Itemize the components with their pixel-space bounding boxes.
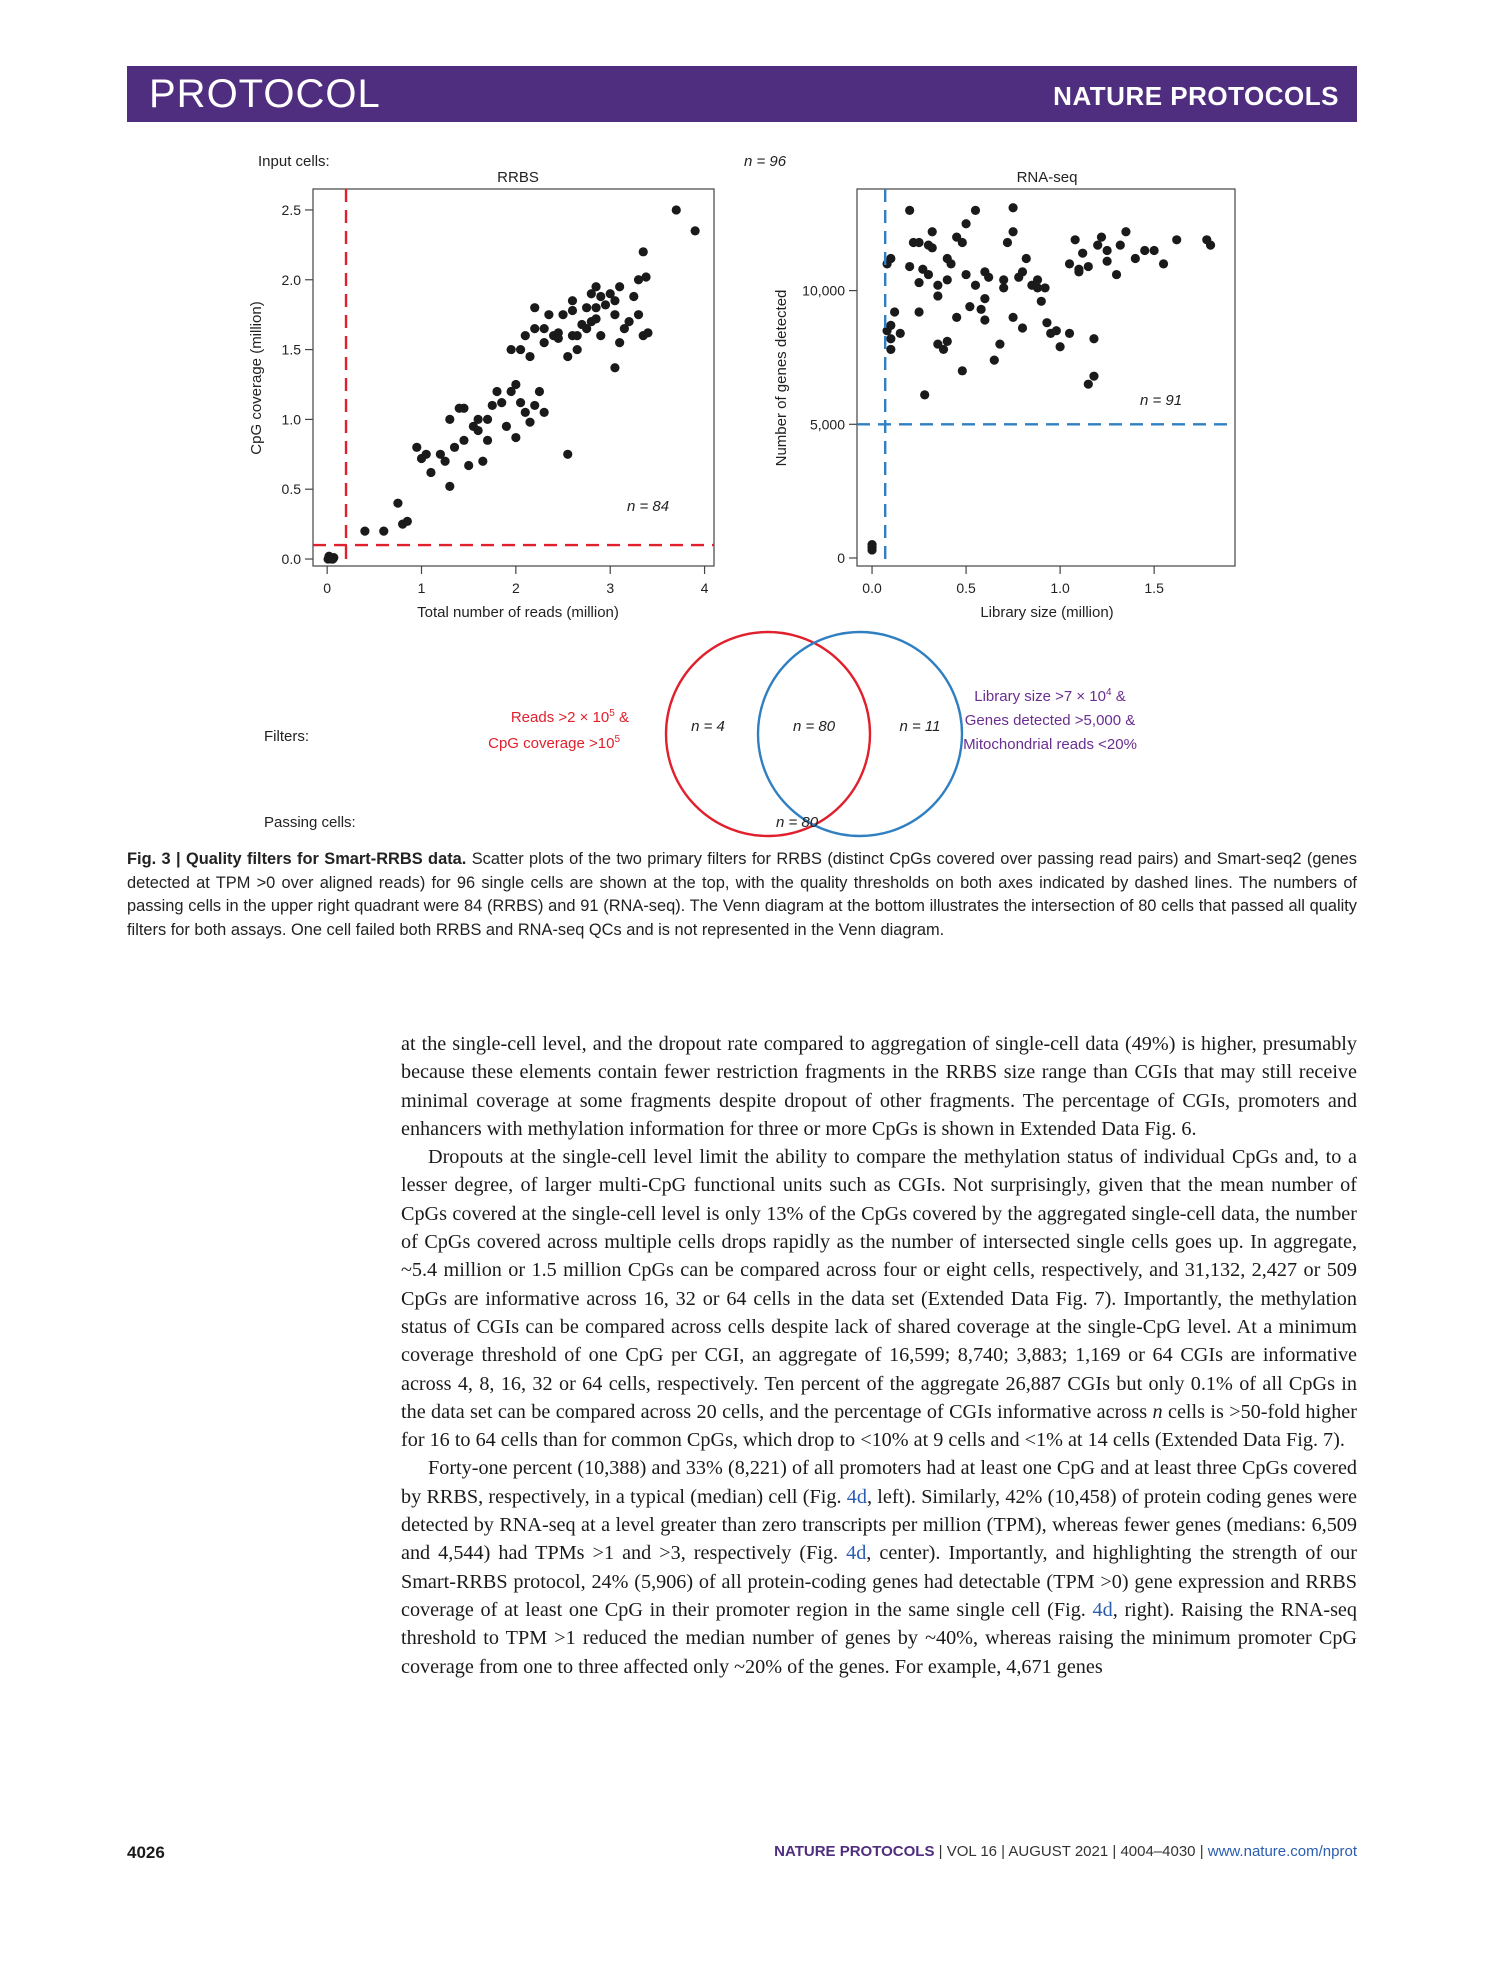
rrbs-xtick-label: 3 [606,580,615,596]
rna-scatter-panel [773,169,1235,621]
rrbs-ytick-label: 2.0 [281,271,301,288]
rna-data-point [928,243,937,252]
rna-data-point [1159,259,1168,268]
caption-text: Scatter plots of the two primary filters for RRBS (distinct CpGs covered over passing read pairs) and Smart-seq2 (genes detected at TPM >0 over aligned reads) for 96 single cells are shown at the top, with the quality thresholds on both axes indicated by dashed lines. The numbers of passing cells in the upper right quadrant were 84 (RRBS) and 91 (RNA-seq). The Venn diagram at the bottom illustrates the intersection of 80 cells that passed all quality filters for both assays. One cell failed both RRBS and RNA-seq QCs and is not represented in the Venn diagram. [127,850,1357,939]
rna-data-point [961,219,970,228]
rrbs-data-point [459,436,468,445]
rna-data-point [1018,267,1027,276]
rna-data-point [914,307,923,316]
rrbs-data-point [474,426,483,435]
rna-data-point [886,334,895,343]
rrbs-data-point [672,205,681,214]
rna-data-point [1084,262,1093,271]
rna-data-point [905,262,914,271]
rrbs-data-point [587,289,596,298]
rrbs-data-point [530,303,539,312]
rna-xtick-label: 1.0 [1050,580,1070,596]
passing-cells-label: Passing cells: [264,814,356,831]
rrbs-scatter-panel [248,169,714,621]
rrbs-data-point [530,401,539,410]
rrbs-title: RRBS [497,169,539,186]
rrbs-y-axis-label: CpG coverage (million) [248,301,265,455]
rna-data-point [1097,233,1106,242]
rrbs-data-point [511,433,520,442]
body-text [401,1030,1357,1681]
rrbs-data-point [492,387,501,396]
rrbs-filter-line1: Reads >2 × 10 [510,709,610,726]
rrbs-data-point [582,303,591,312]
rna-data-point [890,307,899,316]
rna-xtick-label: 1.5 [1144,580,1164,596]
rna-data-point [1033,275,1042,284]
rna-data-point [971,281,980,290]
rna-data-point [1140,246,1149,255]
rrbs-data-point [568,296,577,305]
rrbs-data-point [540,408,549,417]
rna-data-point [1022,254,1031,263]
rrbs-data-point [478,457,487,466]
rrbs-data-point [483,436,492,445]
rna-filter-sup1: 4 [1106,687,1112,698]
rna-data-point [958,238,967,247]
rna-data-point [1008,227,1017,236]
rrbs-data-point [516,345,525,354]
paragraph-3: Forty-one percent (10,388) and 33% (8,221) of all promoters had at least one CpG and at least three CpGs covered by RRBS, respectively, in a typical (median) cell (Fig. 4d, left). Similarly, 42% (10,458) of protein coding genes were detected by RNA-seq at a level greater than zero transcripts per million (TPM), whereas fewer genes (medians: 6,509 and 4,544) had TPMs >1 and >3, respectively (Fig. 4d, center). Importantly, and highlighting the strength of our Smart-RRBS protocol, 24% (5,906) of all protein-coding genes had detectable (TPM >0) gene expression and RRBS coverage of at least one CpG in their promoter region in the same single cell (Fig. 4d, right). Raising the RNA-seq threshold to TPM >1 reduced the median number of genes by ~40%, whereas raising the minimum promoter CpG coverage from one to three affected only ~20% of the genes. For example, 4,671 genes [401,1457,1358,1678]
rna-data-point [886,345,895,354]
rna-data-point [933,291,942,300]
rna-data-point [999,275,1008,284]
rrbs-data-point [497,398,506,407]
rrbs-data-point [507,345,516,354]
rrbs-data-point [591,303,600,312]
rna-data-point [1040,283,1049,292]
rna-data-point [980,294,989,303]
rrbs-data-point [516,398,525,407]
rrbs-filter-sup2: 5 [614,734,620,745]
rrbs-data-point [691,226,700,235]
rna-xtick-label: 0.5 [956,580,976,596]
rna-data-point [1131,254,1140,263]
rna-data-point [952,313,961,322]
rrbs-data-point [535,387,544,396]
rna-data-point [965,302,974,311]
rna-annotation: n = 91 [1139,392,1183,409]
venn-center-count: n = 80 [792,718,836,735]
rrbs-xtick-label: 1 [417,580,426,596]
rrbs-data-point [573,345,582,354]
section-label: PROTOCOL [149,72,381,116]
input-cells-label: Input cells: [258,153,330,170]
rna-data-point [1003,238,1012,247]
rna-filter-and: & [1111,688,1126,705]
rna-data-point [924,270,933,279]
rna-data-point [980,315,989,324]
rna-filter-line1: Library size >7 × 10 [974,688,1106,705]
rna-title: RNA-seq [1016,169,1078,186]
rna-data-point [896,329,905,338]
venn-right-count: n = 11 [899,718,941,735]
rrbs-ytick-label: 0.5 [281,481,301,498]
page-number: 4026 [127,1843,165,1862]
rrbs-data-point [544,310,553,319]
page-footer: NATURE PROTOCOLS | VOL 16 | AUGUST 2021 | 4004–4030 | www.nature.com/nprot [774,1843,1357,1860]
rrbs-xtick-label: 2 [511,580,520,596]
venn-diagram [666,632,962,836]
figure-caption [127,848,1357,942]
rrbs-data-point [615,282,624,291]
rrbs-data-point [530,324,539,333]
rrbs-data-point [540,324,549,333]
rna-data-point [1172,235,1181,244]
rna-data-point [1042,318,1051,327]
journal-name: NATURE PROTOCOLS [1053,81,1339,111]
rrbs-data-point [445,482,454,491]
rna-data-point [914,278,923,287]
rna-data-point [1103,246,1112,255]
rna-data-point [999,283,1008,292]
rrbs-data-point [563,450,572,459]
rna-data-point [928,227,937,236]
rrbs-data-point [624,317,633,326]
rna-data-point [882,259,891,268]
rna-data-point [1074,267,1083,276]
total-n-label: n = 96 [744,153,787,170]
svg-text:Reads >2 × 105 & [511,708,629,726]
rrbs-data-point [488,401,497,410]
rrbs-filter-sup1: 5 [609,708,615,719]
rrbs-data-point [521,408,530,417]
rrbs-data-point [615,338,624,347]
rna-data-point [920,390,929,399]
rrbs-data-point [474,415,483,424]
rrbs-data-point [591,314,600,323]
rna-data-point [1103,257,1112,266]
rrbs-data-point [511,380,520,389]
rna-data-point [961,270,970,279]
rna-ytick-label: 10,000 [802,282,845,299]
rna-data-point [980,267,989,276]
rna-data-point [1089,334,1098,343]
rna-data-point [958,366,967,375]
rrbs-data-point [450,443,459,452]
rna-x-axis-label: Library size (million) [980,604,1114,621]
rna-data-point [1018,323,1027,332]
rrbs-data-point [459,404,468,413]
rrbs-data-point [328,554,337,563]
rrbs-data-point [403,517,412,526]
rrbs-xtick-label: 4 [700,580,709,596]
footer-pages: 4004–4030 [1120,1843,1196,1860]
rna-data-point [1056,342,1065,351]
rrbs-data-point [643,328,652,337]
rna-data-point [1116,241,1125,250]
rna-data-point [1008,313,1017,322]
rna-data-point [1084,380,1093,389]
rrbs-data-point [641,272,650,281]
rna-data-point [886,321,895,330]
rrbs-data-point [601,300,610,309]
rna-data-point [867,540,876,549]
rna-data-point [990,356,999,365]
figure-3 [0,0,1489,850]
svg-text:CpG coverage >105 [488,734,620,752]
footer-journal: NATURE PROTOCOLS [774,1843,935,1860]
svg-text:Library size >7 × 104 & [974,687,1126,705]
rna-data-point [946,259,955,268]
rrbs-ytick-label: 1.5 [281,341,301,358]
rna-data-point [933,281,942,290]
rna-data-point [977,305,986,314]
fig-4d-link[interactable]: 4d [846,1542,867,1565]
rna-data-point [1206,241,1215,250]
rna-ytick-label: 0 [837,549,845,566]
rna-xtick-label: 0.0 [862,580,882,596]
rna-data-point [1008,203,1017,212]
rrbs-data-point [464,461,473,470]
fig-4d-link[interactable]: 4d [1092,1598,1113,1621]
rna-data-point [943,337,952,346]
rrbs-xtick-label: 0 [323,580,332,596]
rrbs-data-point [610,363,619,372]
rrbs-x-axis-label: Total number of reads (million) [417,604,619,621]
rrbs-data-point [573,331,582,340]
rrbs-ytick-label: 0.0 [281,551,301,568]
rna-data-point [1112,270,1121,279]
rrbs-data-point [634,310,643,319]
rna-filter-line3: Mitochondrial reads <20% [963,736,1137,753]
rrbs-data-point [639,247,648,256]
rrbs-filter-and: & [614,709,629,726]
rrbs-ytick-label: 2.5 [281,201,301,218]
rrbs-data-point [525,418,534,427]
rna-data-point [1065,329,1074,338]
rrbs-annotation: n = 84 [626,498,670,515]
rrbs-data-point [596,292,605,301]
rna-data-point [1093,241,1102,250]
rrbs-data-point [445,415,454,424]
rrbs-data-point [379,526,388,535]
filters-label: Filters: [264,728,309,745]
rna-filter-text [963,687,1137,753]
rna-data-point [971,206,980,215]
rrbs-data-point [563,352,572,361]
rrbs-data-point [521,331,530,340]
rna-data-point [1037,297,1046,306]
paragraph-1: at the single-cell level, and the dropout rate compared to aggregation of single-cell data (49%) is higher, presumably because these elements contain fewer restriction fragments in the RRBS size range than CGIs that may still receive minimal coverage at some fragments despite dropout of other fragments. The percentage of CGIs, promoters and enhancers with methylation information for three or more CpGs is shown in Extended Data Fig. 6. [401,1033,1357,1140]
footer-date: AUGUST 2021 [1008,1843,1109,1860]
passing-cells-count: n = 80 [775,814,819,831]
paragraph-2: Dropouts at the single-cell level limit the ability to compare the methylation status of individual CpGs and, to a lesser degree, of larger multi-CpG functional units such as CGIs. Not surprisingly, given that the mean number of CpGs covered at the single-cell level is only 13% of the CpGs covered by the aggregated single-cell data, the number of CpGs covered across multiple cells drops rapidly as the number of intersected single cells goes up. In aggregate, ~5.4 million or 1.5 million CpGs can be compared across four or eight cells, respectively, and 31,132, 2,427 or 509 CpGs are informative across 16, 32 or 64 cells in the data set (Extended Data Fig. 7). Importantly, the methylation status of CGIs can be compared across cells despite lack of shared coverage at the single-CpG level. At a minimum coverage threshold of one CpG per CGI, an aggregate of 16,599; 8,740; 3,883; 1,169 or 64 CGIs are informative across 4, 8, 16, 32 or 64 cells, respectively. Ten percent of the aggregate 26,887 CGIs but only 0.1% of all CpGs in the data set can be compared across 20 cells, and the percentage of CGIs informative across n cells is >50-fold higher for 16 to 64 cells than for common CpGs, which drop to <10% at 9 cells and <1% at 14 cells (Extended Data Fig. 7). [401,1146,1357,1452]
rrbs-data-point [440,457,449,466]
rna-y-axis-label: Number of genes detected [773,289,790,467]
rrbs-data-point [568,306,577,315]
fig-4d-link[interactable]: 4d [846,1485,867,1508]
rrbs-data-point [426,468,435,477]
footer-url[interactable]: www.nature.com/nprot [1207,1843,1357,1860]
rna-data-point [943,275,952,284]
rrbs-data-point [610,296,619,305]
rrbs-filter-text [488,708,629,752]
rna-data-point [1052,326,1061,335]
rrbs-data-point [502,422,511,431]
rrbs-filter-line2: CpG coverage >10 [488,735,615,752]
rna-data-point [1121,227,1130,236]
rna-data-point [939,345,948,354]
rrbs-data-point [554,328,563,337]
rna-data-point [995,339,1004,348]
rrbs-data-point [558,310,567,319]
rrbs-data-point [412,443,421,452]
rna-ytick-label: 5,000 [809,416,845,433]
rna-data-point [905,206,914,215]
rna-data-point [1078,249,1087,258]
rrbs-data-point [596,331,605,340]
rrbs-data-point [360,526,369,535]
rrbs-data-point [525,352,534,361]
rrbs-ytick-label: 1.0 [281,411,301,428]
venn-left-count: n = 4 [691,718,725,735]
rna-filter-line2: Genes detected >5,000 & [964,712,1136,729]
rrbs-data-point [629,292,638,301]
rna-data-point [1071,235,1080,244]
rrbs-data-point [483,415,492,424]
rna-data-point [914,238,923,247]
rrbs-data-point [610,310,619,319]
footer-volume: VOL 16 [946,1843,998,1860]
rrbs-data-point [540,338,549,347]
rrbs-data-point [417,454,426,463]
rrbs-data-point [393,499,402,508]
caption-label: Fig. 3 | Quality filters for Smart-RRBS data. [127,850,467,868]
rna-data-point [1150,246,1159,255]
rna-data-point [1089,372,1098,381]
rna-data-point [1065,259,1074,268]
